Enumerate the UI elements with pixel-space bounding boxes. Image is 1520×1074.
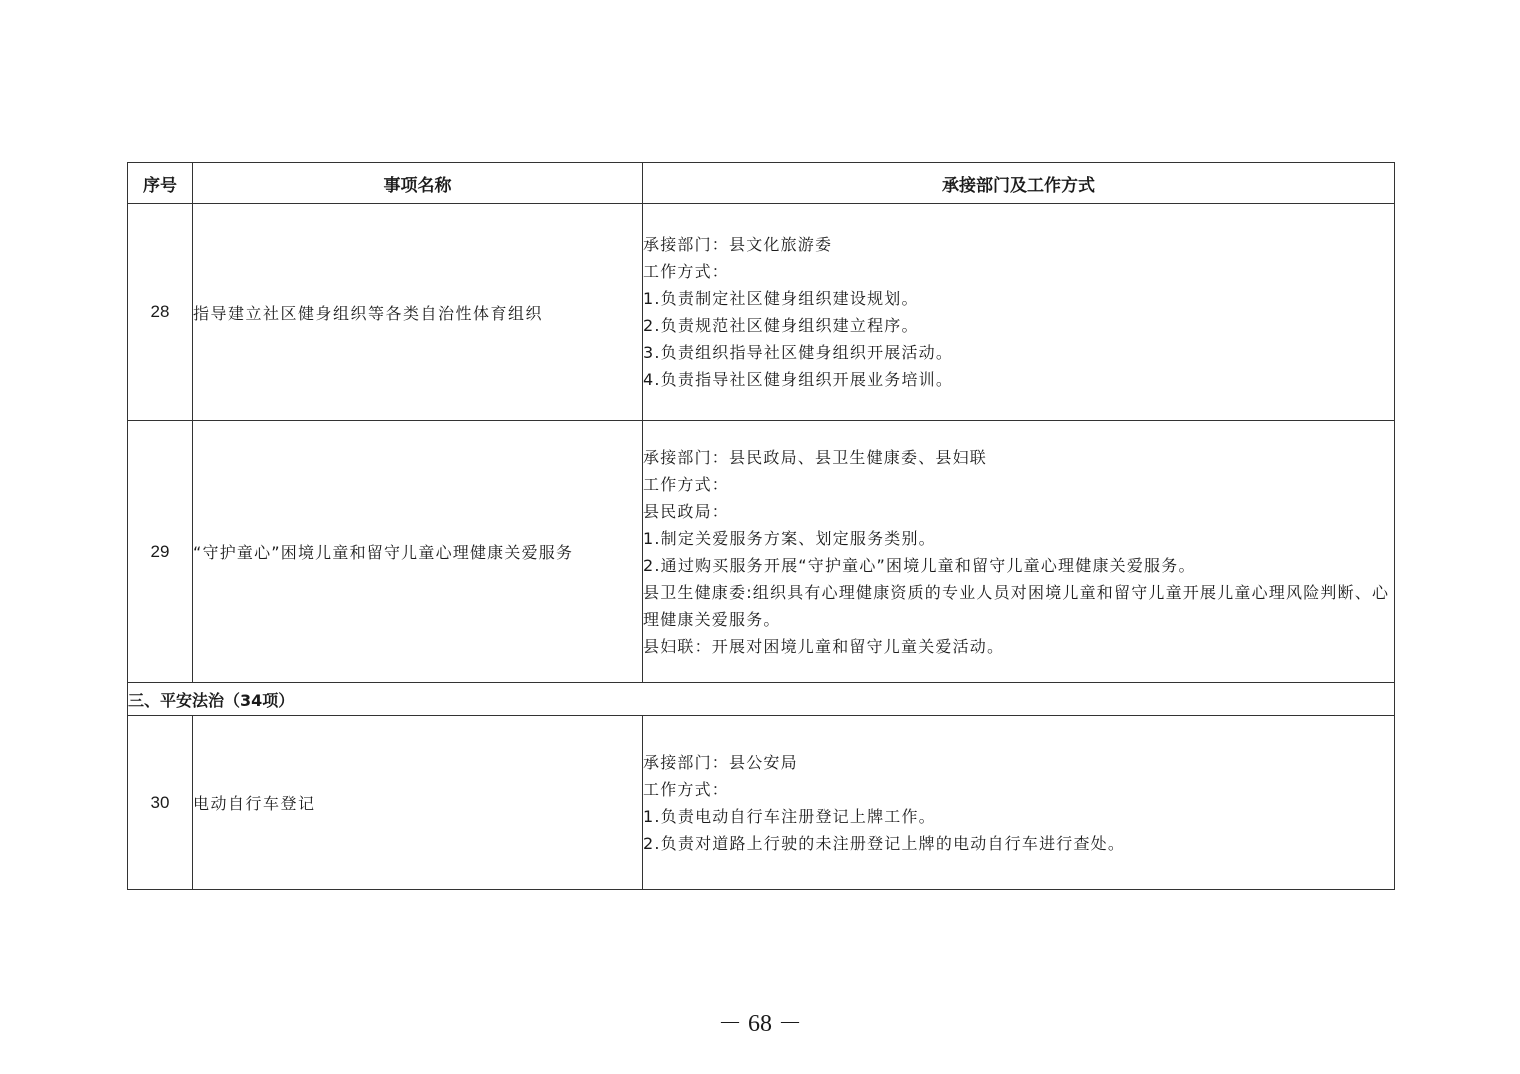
row-work — [643, 716, 1395, 890]
work-line: 1.制定关爱服务方案、划定服务类别。 — [643, 528, 936, 548]
work-line: 3.负责组织指导社区健身组织开展活动。 — [643, 343, 954, 362]
header-work: 承接部门及工作方式 — [643, 163, 1395, 204]
work-line: 2.负责规范社区健身组织建立程序。 — [643, 316, 919, 335]
work-line: 承接部门：县公安局 — [643, 752, 798, 772]
work-line: 县民政局： — [643, 501, 730, 521]
work-line: 工作方式： — [643, 474, 730, 494]
work-line: 县妇联：开展对困境儿童和留守儿童关爱活动。 — [643, 636, 1005, 656]
row-seq: 30 — [128, 716, 193, 890]
row-seq: 28 — [128, 204, 193, 421]
table-row — [128, 421, 1395, 683]
row-name: “守护童心”困境儿童和留守儿童心理健康关爱服务 — [193, 421, 643, 683]
header-name: 事项名称 — [193, 163, 643, 204]
work-line: 县卫生健康委:组织具有心理健康资质的专业人员对困境儿童和留守儿童开展儿童心理风险判断、心理健康关爱服务。 — [643, 582, 1390, 629]
table-header-row — [128, 163, 1395, 204]
work-line: 工作方式： — [643, 262, 730, 281]
row-seq: 29 — [128, 421, 193, 683]
row-work — [643, 421, 1395, 683]
header-seq: 序号 — [128, 163, 193, 204]
items-table — [127, 162, 1395, 890]
row-work — [643, 204, 1395, 421]
work-line: 承接部门：县民政局、县卫生健康委、县妇联 — [643, 447, 988, 467]
work-line: 承接部门：县文化旅游委 — [643, 235, 833, 254]
work-line: 1.负责制定社区健身组织建设规划。 — [643, 289, 919, 308]
table-row — [128, 716, 1395, 890]
work-line: 1.负责电动自行车注册登记上牌工作。 — [643, 806, 936, 826]
section-row — [128, 683, 1395, 716]
work-line: 2.负责对道路上行驶的未注册登记上牌的电动自行车进行查处。 — [643, 833, 1126, 853]
table-row — [128, 204, 1395, 421]
page-number: － 68 － — [718, 1011, 802, 1037]
work-line: 工作方式： — [643, 779, 730, 799]
work-line: 2.通过购买服务开展“守护童心”困境儿童和留守儿童心理健康关爱服务。 — [643, 555, 1196, 575]
row-name: 电动自行车登记 — [193, 716, 643, 890]
section-title: 三、平安法治（34项） — [128, 683, 1395, 716]
row-name: 指导建立社区健身组织等各类自治性体育组织 — [193, 204, 643, 421]
work-line: 4.负责指导社区健身组织开展业务培训。 — [643, 370, 954, 389]
